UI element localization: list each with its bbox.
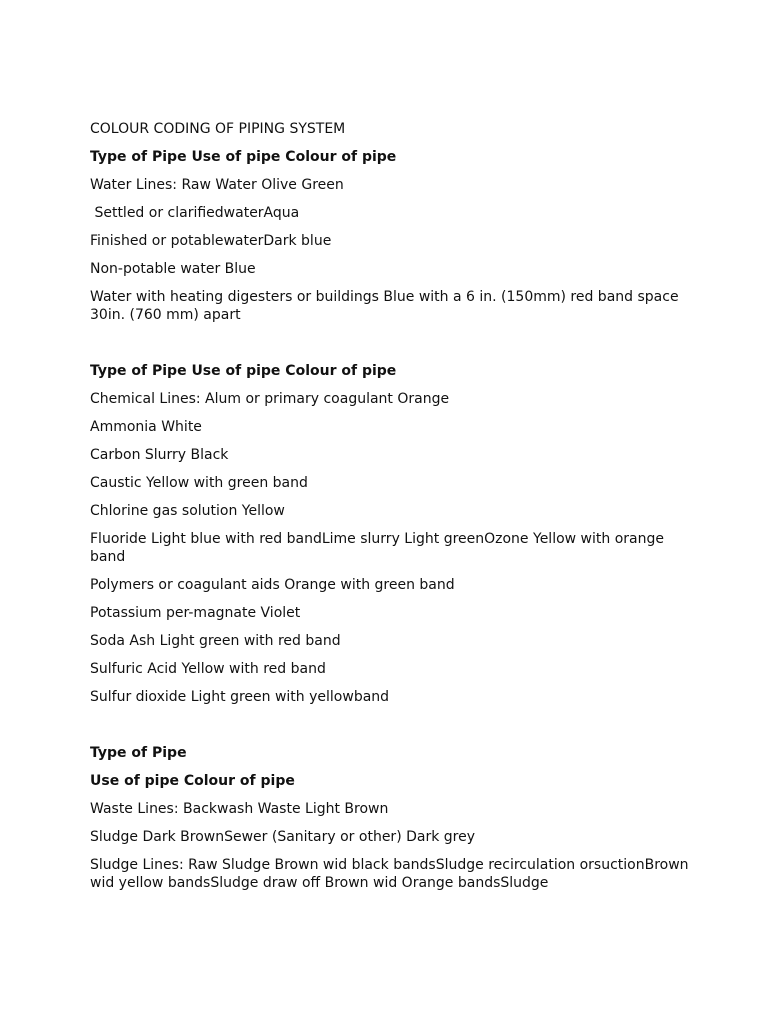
section3-subheader: Use of pipe Colour of pipe — [90, 773, 295, 789]
section2-line: Ammonia White — [90, 419, 202, 435]
section2-line: Fluoride Light blue with red bandLime slurry Light greenOzone Yellow with orange band — [90, 531, 664, 565]
section1-line: Non-potable water Blue — [90, 261, 256, 277]
section-spacer — [90, 716, 690, 744]
section2-line: Chlorine gas solution Yellow — [90, 503, 285, 519]
document-page — [90, 120, 690, 902]
section1-line: Settled or clarifiedwaterAqua — [90, 205, 300, 221]
section1-line: Water with heating digesters or buildings Blue with a 6 in. (150mm) red band space 30in. (760 mm) apart — [90, 289, 679, 323]
section2-line: Polymers or coagulant aids Orange with green band — [90, 577, 455, 593]
section1-header: Type of Pipe Use of pipe Colour of pipe — [90, 149, 397, 165]
section1-line: Water Lines: Raw Water Olive Green — [90, 177, 344, 193]
section3-line: Waste Lines: Backwash Waste Light Brown — [90, 801, 389, 817]
section3-line: Sludge Dark BrownSewer (Sanitary or other) Dark grey — [90, 829, 476, 845]
section3-header: Type of Pipe — [90, 745, 187, 761]
section2-line: Potassium per-magnate Violet — [90, 605, 301, 621]
section1-line: Finished or potablewaterDark blue — [90, 233, 332, 249]
section2-line: Caustic Yellow with green band — [90, 475, 308, 491]
section2-line: Soda Ash Light green with red band — [90, 633, 341, 649]
section2-line: Sulfur dioxide Light green with yellowband — [90, 689, 390, 705]
section-spacer — [90, 334, 690, 362]
document-title: COLOUR CODING OF PIPING SYSTEM — [90, 121, 346, 137]
section2-line: Carbon Slurry Black — [90, 447, 229, 463]
section2-header: Type of Pipe Use of pipe Colour of pipe — [90, 363, 397, 379]
section2-line: Chemical Lines: Alum or primary coagulant Orange — [90, 391, 450, 407]
section2-line: Sulfuric Acid Yellow with red band — [90, 661, 326, 677]
section3-line: Sludge Lines: Raw Sludge Brown wid black bandsSludge recirculation orsuctionBrown wid yellow bandsSludge draw off Brown wid Orange bandsSludge — [90, 857, 689, 891]
